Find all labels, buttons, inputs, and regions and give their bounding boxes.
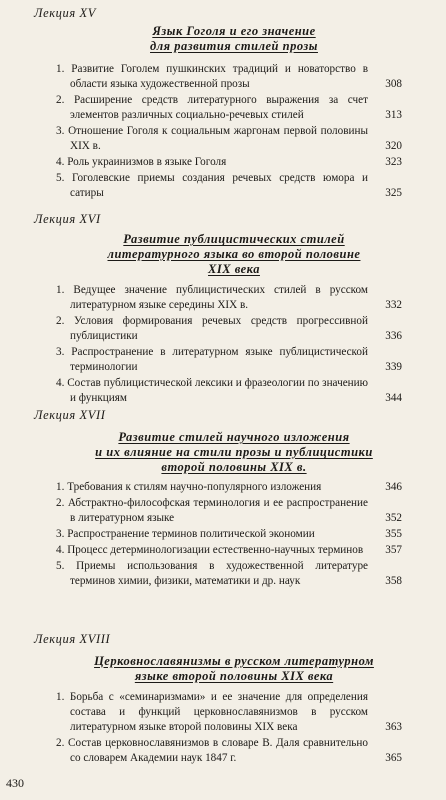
toc-entry[interactable]: [56, 480, 402, 495]
lecture-title-line: для развития стилей прозы: [150, 39, 318, 53]
toc-entry-text: 4. Роль украинизмов в языке Гоголя: [56, 156, 227, 168]
lecture-title: [58, 654, 410, 684]
lecture-entries: [56, 62, 402, 202]
toc-entry-text: 2. Условия формирования речевых средств прогрессивной публицистики: [56, 315, 368, 342]
toc-entry[interactable]: [56, 314, 402, 344]
toc-entry[interactable]: [56, 62, 402, 92]
lecture-title-line: языке второй половины XIX века: [134, 669, 334, 683]
lecture-entries: [56, 283, 402, 407]
toc-entry-page: 363: [385, 721, 402, 733]
toc-entry-page: 346: [385, 481, 402, 493]
lecture-label: Лекция XVIII: [34, 632, 111, 646]
lecture-title-line: Язык Гоголя и его значение: [152, 24, 316, 38]
toc-entry-text: 4. Процесс детерминологизации естественно-научных терминов: [56, 544, 364, 556]
toc-entry-page: 320: [385, 140, 402, 152]
toc-entry-text: 2. Расширение средств литературного выражения за счет элементов различных социально-речевых стилей: [56, 94, 368, 121]
toc-entry-text: 5. Гоголевские приемы создания речевых средств юмора и сатиры: [56, 172, 368, 199]
toc-entry[interactable]: [56, 527, 402, 542]
toc-entry-text: 1. Ведущее значение публицистических стилей в русском литературном языке середины XIX в.: [56, 284, 368, 311]
toc-entry-page: 365: [385, 752, 402, 764]
lecture-title: [58, 24, 410, 54]
toc-entry[interactable]: [56, 283, 402, 313]
lecture-entries: [56, 480, 402, 590]
toc-entry-page: 308: [385, 78, 402, 90]
toc-entry[interactable]: [56, 155, 402, 170]
toc-entry-text: 1. Требования к стилям научно-популярного изложения: [56, 481, 322, 493]
lecture-title-line: второй половины XIX в.: [161, 460, 307, 474]
toc-entry-page: 352: [385, 512, 402, 524]
lecture-title-line: Развитие публицистических стилей: [123, 232, 345, 246]
toc-entry[interactable]: [56, 736, 402, 766]
toc-entry-page: 323: [385, 156, 402, 168]
toc-entry[interactable]: [56, 93, 402, 123]
toc-entry-text: 3. Распространение терминов политической экономии: [56, 528, 315, 540]
toc-entry-text: 4. Состав публицистической лексики и фразеологии по значению и функциям: [56, 377, 368, 404]
page-number: 430: [6, 776, 24, 790]
toc-entry-text: 5. Приемы использования в художественной литературе терминов химии, физики, математики и др. наук: [56, 560, 368, 587]
lecture-title-line: и их влияние на стили прозы и публицистики: [95, 445, 373, 459]
toc-entry-page: 339: [385, 361, 402, 373]
toc-entry-text: 3. Распространение в литературном языке публицистической терминологии: [56, 346, 368, 373]
toc-entry[interactable]: [56, 559, 402, 589]
toc-entry[interactable]: [56, 376, 402, 406]
toc-entry-text: 3. Отношение Гоголя к социальным жаргонам первой половины XIX в.: [56, 125, 368, 152]
lecture-entries: [56, 690, 402, 767]
lecture-title: [58, 232, 410, 277]
toc-entry-text: 2. Абстрактно-философская терминология и ее распространение в литературном языке: [56, 497, 368, 524]
toc-entry-page: 344: [385, 392, 402, 404]
toc-entry-text: 1. Борьба с «семинаризмами» и ее значение для определения состава и функций церковнославянизмов в русском литературном языке второй половины XIX века: [56, 691, 368, 733]
toc-entry-page: 355: [385, 528, 402, 540]
toc-entry[interactable]: [56, 171, 402, 201]
toc-entry-page: 357: [385, 544, 402, 556]
toc-entry-text: 2. Состав церковнославянизмов в словаре В. Даля сравнительно со словарем Академии наук 1847 г.: [56, 737, 368, 764]
lecture-label: Лекция XV: [34, 6, 96, 20]
toc-entry[interactable]: [56, 496, 402, 526]
lecture-title: [58, 430, 410, 475]
toc-entry[interactable]: [56, 345, 402, 375]
lecture-title-line: литературного языка во второй половине: [107, 247, 361, 261]
toc-entry-page: 325: [385, 187, 402, 199]
lecture-title-line: Церковнославянизмы в русском литературном: [94, 654, 374, 668]
toc-entry-text: 1. Развитие Гоголем пушкинских традиций и новаторство в области языка художественной прозы: [56, 63, 368, 90]
lecture-title-line: XIX века: [208, 262, 260, 276]
lecture-label: Лекция XVII: [34, 408, 106, 422]
toc-entry[interactable]: [56, 124, 402, 154]
lecture-title-line: Развитие стилей научного изложения: [118, 430, 350, 444]
toc-entry[interactable]: [56, 690, 402, 735]
toc-entry-page: 332: [385, 299, 402, 311]
toc-entry[interactable]: [56, 543, 402, 558]
toc-entry-page: 336: [385, 330, 402, 342]
toc-entry-page: 313: [385, 109, 402, 121]
toc-entry-page: 358: [385, 575, 402, 587]
lecture-label: Лекция XVI: [34, 212, 101, 226]
